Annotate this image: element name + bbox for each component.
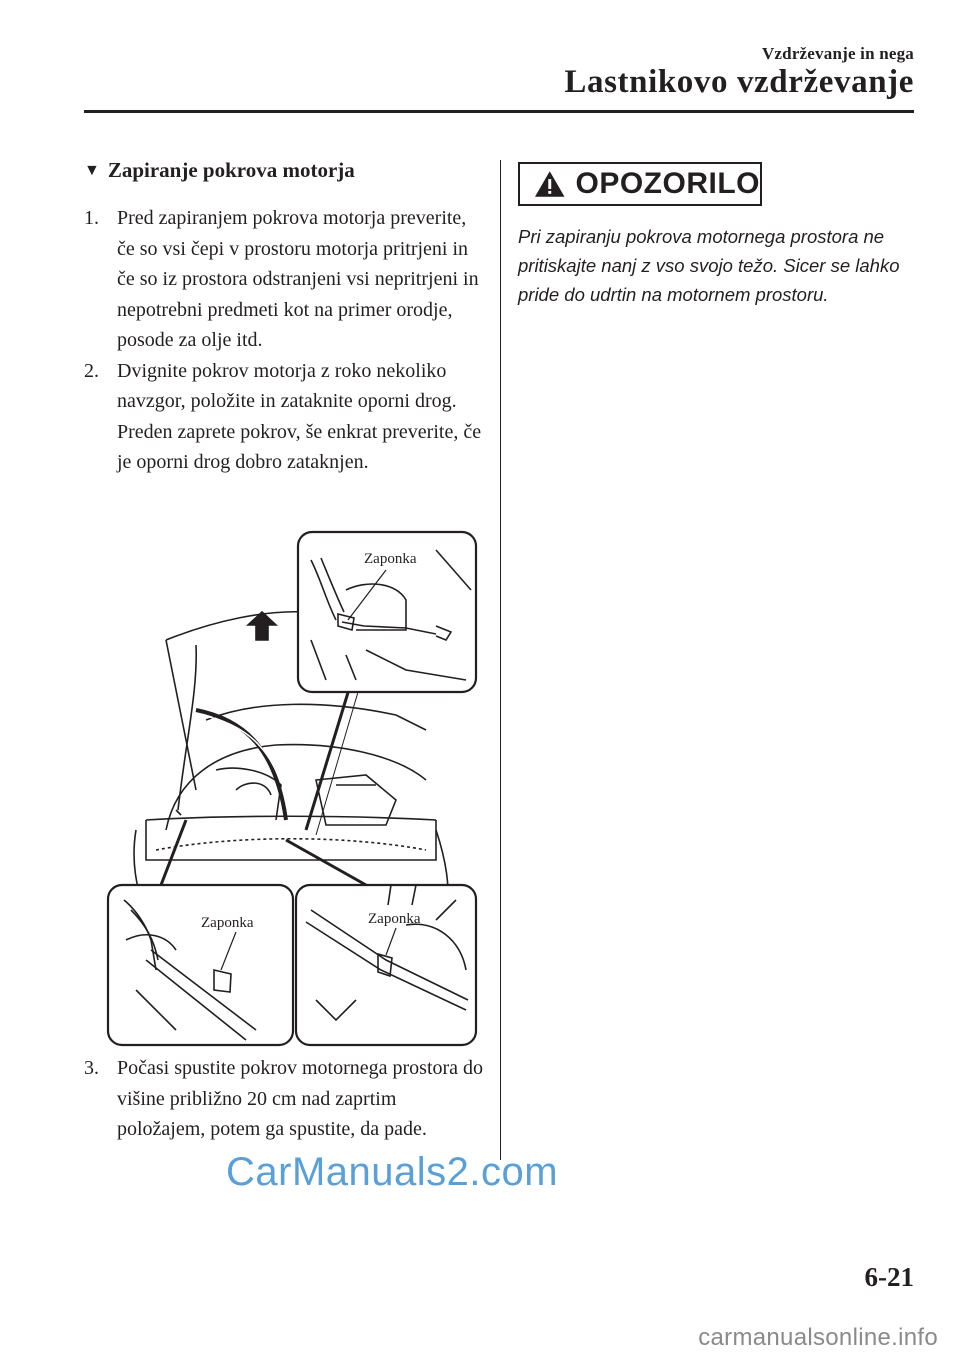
callout-line [161, 820, 186, 885]
step-item [84, 203, 484, 356]
page-number: 6-21 [864, 1262, 914, 1292]
callout-line [286, 840, 366, 885]
detail-inset-bottom-left [108, 885, 293, 1045]
chapter-title: Vzdrževanje in nega [761, 44, 914, 63]
right-column [518, 162, 938, 309]
header-divider [84, 110, 914, 113]
warning-label: OPOZORILO [575, 167, 760, 200]
warning-triangle-icon [534, 170, 566, 198]
clip-label-bottom-left: Zaponka [201, 915, 254, 931]
detail-inset-bottom-right [296, 885, 476, 1045]
step-number: 1. [84, 207, 99, 229]
step-3-block [84, 1053, 484, 1145]
section-title: Lastnikovo vzdrževanje [564, 64, 914, 100]
clip-label-bottom-right: Zaponka [368, 911, 421, 927]
warning-header [518, 162, 762, 206]
site-watermark: CarManuals2.com [226, 1150, 559, 1194]
step-number: 2. [84, 359, 99, 382]
footer-watermark: carmanualsonline.info [698, 1324, 938, 1351]
step-text: Počasi spustite pokrov motornega prostora do višine približno 20 cm nad zaprtim položajem, potem ga spustite, da pade. [117, 1057, 484, 1140]
triangle-down-icon: ▼ [84, 161, 100, 179]
left-column [84, 158, 484, 478]
step-number: 3. [84, 1057, 99, 1079]
step-item [84, 356, 484, 478]
warning-text: Pri zapiranju pokrova motornega prostora ne pritiskajte nanj z vso svojo težo. Sicer se lahko pride do udrtin na motornem prostoru. [518, 226, 900, 305]
step-text: Dvignite pokrov motorja z roko nekoliko navzgor, položite in zataknite oporni drog. Preden zaprete pokrov, še enkrat preverite, če je oporni drog dobro zataknjen. [117, 359, 482, 473]
step-list [84, 203, 484, 478]
clip-label-top: Zaponka [364, 551, 417, 567]
procedure-heading [84, 158, 484, 183]
column-divider [500, 160, 501, 1160]
step-item [84, 1053, 484, 1145]
engine-hood-illustration [106, 530, 478, 1048]
procedure-heading-text: Zapiranje pokrova motorja [107, 158, 355, 182]
step-text: Pred zapiranjem pokrova motorja preverite, če so vsi čepi v prostoru motorja pritrjeni in če so iz prostora odstranjeni vsi nepritrjeni in nepotrebni predmeti kot na primer orodje, posode za olje itd. [117, 207, 479, 351]
